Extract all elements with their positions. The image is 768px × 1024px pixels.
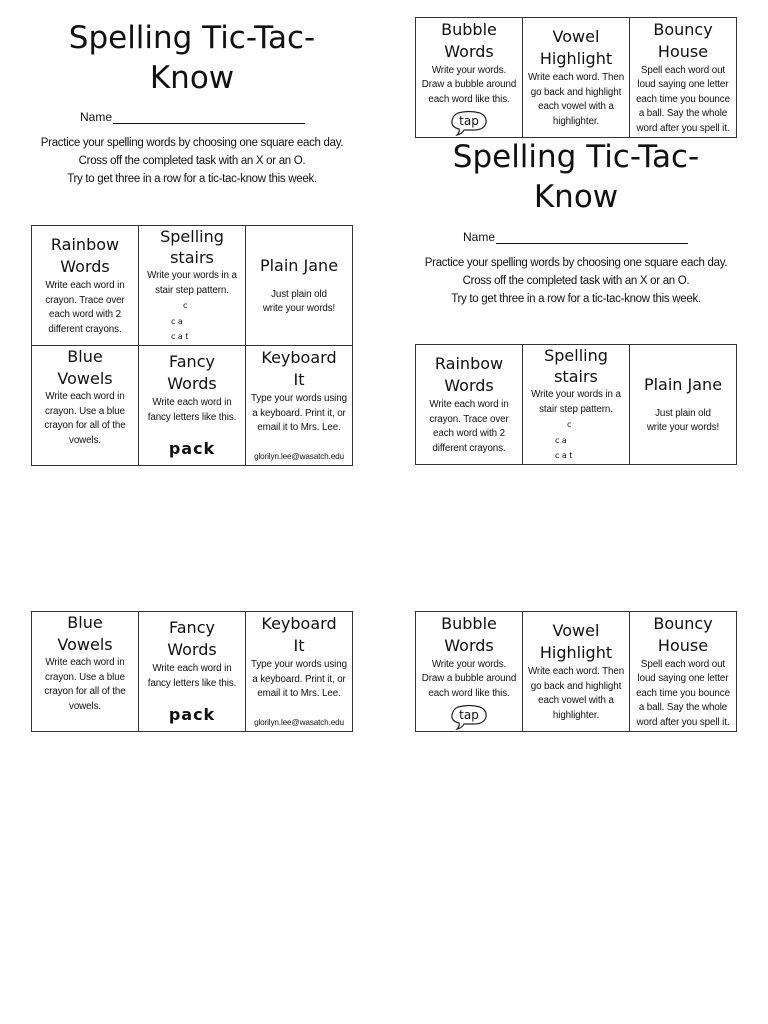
name-blank-line bbox=[113, 113, 305, 124]
square-keyboard-it bbox=[246, 346, 353, 466]
square-title: Spelling stairs bbox=[160, 227, 224, 268]
stair-step: c bbox=[567, 420, 574, 430]
square-title: Bouncy House bbox=[653, 613, 713, 655]
square-title: Vowel Highlight bbox=[539, 621, 613, 662]
square-instructions: Write your words in a stair step pattern. bbox=[531, 389, 621, 415]
stair-step: cat bbox=[555, 451, 575, 461]
square-title: Spelling stairs bbox=[544, 346, 608, 387]
instructions bbox=[0, 134, 384, 188]
tic-tac-know-board bbox=[31, 225, 353, 466]
word-bubble-example bbox=[449, 704, 489, 730]
square-title: Plain Jane bbox=[259, 255, 339, 275]
square-title: Bubble Words bbox=[441, 613, 497, 655]
square-title: Bouncy House bbox=[653, 19, 713, 61]
square-title: Fancy Words bbox=[167, 352, 217, 393]
tic-tac-know-board bbox=[415, 611, 737, 732]
square-instructions: Write each word in crayon. Trace over each word with 2 different crayons. bbox=[429, 399, 509, 454]
square-instructions: Type your words using a keyboard. Print it, or email it to Mrs. Lee. bbox=[251, 659, 347, 699]
stair-step: c bbox=[183, 301, 190, 311]
stair-step: ca bbox=[171, 316, 186, 326]
teacher-email: glorilyn.lee@wasatch.edu bbox=[254, 717, 344, 727]
square-title: Plain Jane bbox=[643, 374, 723, 394]
stair-step-example bbox=[555, 417, 575, 464]
word-bubble-example bbox=[449, 110, 489, 136]
bubble-example-word: tap bbox=[459, 708, 479, 723]
square-instructions: Spell each word out loud saying one letter each time you bounce a ball. Say the whole word after you spell it. bbox=[636, 658, 730, 728]
square-title: Keyboard It bbox=[261, 348, 337, 389]
instruction-line: Cross off the completed task with an X or an O. bbox=[78, 155, 306, 167]
name-label: Name bbox=[463, 230, 496, 244]
square-instructions: Type your words using a keyboard. Print it, or email it to Mrs. Lee. bbox=[251, 393, 347, 433]
square-bouncy-house bbox=[630, 612, 737, 732]
square-title: Blue Vowels bbox=[57, 613, 113, 654]
square-title: Bubble Words bbox=[441, 19, 497, 61]
square-fancy-words bbox=[139, 346, 246, 466]
stair-step: ca bbox=[555, 435, 570, 445]
square-instructions: Just plain old write your words! bbox=[646, 407, 720, 433]
square-title: Blue Vowels bbox=[57, 347, 113, 388]
bubble-example-word: tap bbox=[459, 114, 479, 129]
instructions bbox=[384, 254, 768, 308]
square-instructions: Write your words in a stair step pattern. bbox=[147, 270, 237, 296]
square-instructions: Write each word. Then go back and highlight each vowel with a highlighter. bbox=[527, 72, 625, 127]
square-fancy-words bbox=[139, 612, 246, 732]
square-plain-jane bbox=[630, 345, 737, 465]
tic-tac-know-board bbox=[415, 17, 737, 138]
name-blank-line bbox=[496, 233, 688, 244]
square-instructions: Write each word in crayon. Use a blue crayon for all of the vowels. bbox=[44, 657, 126, 712]
square-bubble-words bbox=[416, 612, 523, 732]
square-instructions: Write each word. Then go back and highlight each vowel with a highlighter. bbox=[527, 666, 625, 721]
square-vowel-highlight bbox=[523, 612, 630, 732]
square-title: Rainbow Words bbox=[434, 354, 504, 395]
square-title: Keyboard It bbox=[261, 614, 337, 655]
square-rainbow-words bbox=[416, 345, 523, 465]
worksheet-title: Spelling Tic-Tac-Know bbox=[68, 20, 316, 96]
square-instructions: Just plain old write your words! bbox=[262, 288, 336, 314]
square-keyboard-it bbox=[246, 612, 353, 732]
instruction-line: Practice your spelling words by choosing one square each day. bbox=[40, 137, 344, 149]
square-instructions: Write your words. Draw a bubble around each word like this. bbox=[421, 658, 517, 699]
instruction-line: Try to get three in a row for a tic-tac-know this week. bbox=[451, 293, 701, 305]
tic-tac-know-board bbox=[31, 611, 353, 732]
square-instructions: Write your words. Draw a bubble around each word like this. bbox=[421, 64, 517, 105]
tic-tac-know-board bbox=[415, 344, 737, 465]
fancy-letters-example: pack bbox=[168, 439, 216, 458]
instruction-line: Try to get three in a row for a tic-tac-know this week. bbox=[67, 173, 317, 185]
square-title: Rainbow Words bbox=[50, 235, 120, 276]
instruction-line: Practice your spelling words by choosing one square each day. bbox=[424, 257, 728, 269]
square-instructions: Write each word in fancy letters like this. bbox=[147, 397, 237, 423]
stair-step: cat bbox=[171, 332, 191, 342]
square-instructions: Write each word in crayon. Use a blue crayon for all of the vowels. bbox=[44, 391, 126, 446]
name-field bbox=[463, 230, 688, 244]
square-bouncy-house bbox=[630, 18, 737, 138]
square-title: Vowel Highlight bbox=[539, 27, 613, 68]
square-rainbow-words bbox=[32, 226, 139, 346]
teacher-email: glorilyn.lee@wasatch.edu bbox=[254, 451, 344, 461]
square-vowel-highlight bbox=[523, 18, 630, 138]
square-instructions: Spell each word out loud saying one letter each time you bounce a ball. Say the whole word after you spell it. bbox=[636, 64, 730, 134]
name-field bbox=[80, 110, 305, 124]
square-instructions: Write each word in crayon. Trace over each word with 2 different crayons. bbox=[45, 280, 125, 335]
square-instructions: Write each word in fancy letters like this. bbox=[147, 663, 237, 689]
square-blue-vowels bbox=[32, 346, 139, 466]
square-title: Fancy Words bbox=[167, 618, 217, 659]
square-blue-vowels bbox=[32, 612, 139, 732]
fancy-letters-example: pack bbox=[168, 705, 216, 724]
stair-step-example bbox=[171, 298, 191, 345]
instruction-line: Cross off the completed task with an X or an O. bbox=[462, 275, 690, 287]
worksheet-title: Spelling Tic-Tac-Know bbox=[452, 139, 700, 215]
square-bubble-words bbox=[416, 18, 523, 138]
square-spelling-stairs bbox=[523, 345, 630, 465]
square-plain-jane bbox=[246, 226, 353, 346]
name-label: Name bbox=[80, 110, 113, 124]
square-spelling-stairs bbox=[139, 226, 246, 346]
